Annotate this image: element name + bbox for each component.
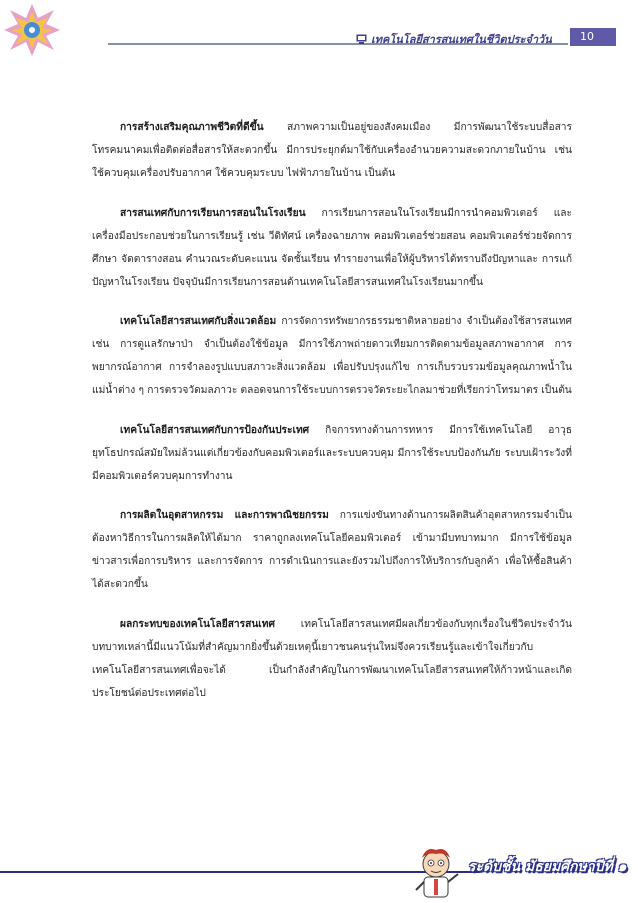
paragraph-text: การเรียนการสอนในโรงเรียนมีการนำคอมพิวเตอร์ และเครื่องมือประกอบช่วยในการเรียนรู้ เช่น วีดิทัศน์ เครื่องฉายภาพ คอมพิวเตอร์ช่วยสอน คอมพิวเตอร์ช่วยจัดการศึกษา จัดตารางสอน คำนวณระดับคะแนน จัดชั้นเรียน ทำรายงานเพื่อให้ผู้บริหารได้ทราบถึงปัญหาและ การแก้ปัญหาในโรงเรียน ปัจจุบันมีการเรียนการสอนด้านเทคโนโลยีสารสนเทศในโรงเรียนมากขึ้น — [92, 207, 572, 288]
paragraph — [92, 419, 572, 488]
computer-icon — [356, 34, 367, 44]
paragraph-heading: การสร้างเสริมคุณภาพชีวิตที่ดีขึ้น — [120, 122, 264, 133]
grade-level-label: ระดับชั้น มัธยมศึกษาปีที่ ๑ — [468, 859, 627, 875]
paragraph-heading: เทคโนโลยีสารสนเทศกับการป้องกันประเทศ — [120, 424, 310, 436]
paragraph-heading: สารสนเทศกับการเรียนการสอนในโรงเรียน — [120, 207, 306, 219]
article-body — [92, 116, 572, 721]
paragraph-text: เทคโนโลยีสารสนเทศมีผลเกี่ยวข้องกับทุกเรื่องในชีวิตประจำวัน บทบาทเหล่านี้มีแนวโน้มที่สำคัญมากยิ่งขึ้นด้วยเหตุนี้เยาวชนคนรุ่นใหม่จึงควรเรียนรู้และเข้าใจเกี่ยวกับเทคโนโลยีสารสนเทศเพื่อจะได้ เป็นกำลังสำคัญในการพัฒนาเทคโนโลยีสารสนเทศให้ก้าวหน้าและเกิดประโยชน์ต่อประเทศต่อไป — [92, 618, 572, 699]
logo-burst-icon — [2, 2, 62, 58]
header-title-text: เทคโนโลยีสารสนเทศในชีวิตประจำวัน — [371, 33, 552, 46]
paragraph-heading: ผลกระทบของเทคโนโลยีสารสนเทศ — [120, 618, 275, 630]
page-number: 10 — [570, 28, 616, 46]
paragraph-text: การแข่งขันทางด้านการผลิตสินค้าอุตสาหกรรมจำเป็นต้องหาวิธีการในการผลิตให้ได้มาก ราคาถูกลงเทคโนโลยีคอมพิวเตอร์ เข้ามามีบทบาทมาก มีการใช้ข้อมูลข่าวสารเพื่อการบริหาร และการจัดการ การดำเนินการและยังรวมไปถึงการให้บริการกับลูกค้า เพื่อให้ซื้อสินค้าได้สะดวกขึ้น — [92, 510, 572, 590]
paragraph-text: การจัดการทรัพยากรธรรมชาติหลายอย่าง จำเป็นต้องใช้สารสนเทศเช่น การดูแลรักษาป่า จำเป็นต้องใช้ข้อมูล มีการใช้ภาพถ่ายดาวเทียมการติดตามข้อมูลสภาพอากาศ การพยากรณ์อากาศ การจำลองรูปแบบสภาวะสิ่งแวดล้อม เพื่อปรับปรุงแก้ไข การเก็บรวบรวมข้อมูลคุณภาพน้ำในแม่น้ำต่าง ๆ การตรวจวัดมลภาวะ ตลอดจนการใช้ระบบการตรวจวัดระยะไกลมาช่วยที่เรียกว่าโทรมาตร เป็นต้น — [92, 316, 572, 396]
paragraph — [92, 613, 572, 705]
paragraph — [92, 202, 572, 294]
paragraph-heading: การผลิตในอุตสาหกรรม และการพาณิชยกรรม — [120, 510, 329, 521]
paragraph-text: กิจการทางด้านการทหาร มีการใช้เทคโนโลยี อาวุธยุทโธปกรณ์สมัยใหม่ล้วนแต่เกี่ยวข้องกับคอมพิวเตอร์และระบบควบคุม มีการใช้ระบบป้องกันภัย ระบบเฝ้าระวังที่มีคอมพิวเตอร์ควบคุมการทำงาน — [92, 424, 572, 482]
paragraph-heading: เทคโนโลยีสารสนเทศกับสิ่งแวดล้อม — [120, 316, 277, 327]
paragraph — [92, 504, 572, 596]
scientist-mascot-icon — [408, 844, 464, 902]
paragraph — [92, 116, 572, 185]
page-header — [0, 0, 638, 70]
paragraph — [92, 310, 572, 402]
page-footer — [0, 842, 638, 903]
header-title — [356, 30, 552, 48]
paragraph-text: สภาพความเป็นอยู่ของสังคมเมือง มีการพัฒนาใช้ระบบสื่อสารโทรคมนาคมเพื่อติดต่อสื่อสารให้สะดวกขึ้น มีการประยุกต์มาใช้กับเครื่องอำนวยความสะดวกภายในบ้าน เช่น ใช้ควบคุมเครื่องปรับอากาศ ใช้ควบคุมระบบ ไฟฟ้าภายในบ้าน เป็นต้น — [92, 122, 572, 179]
